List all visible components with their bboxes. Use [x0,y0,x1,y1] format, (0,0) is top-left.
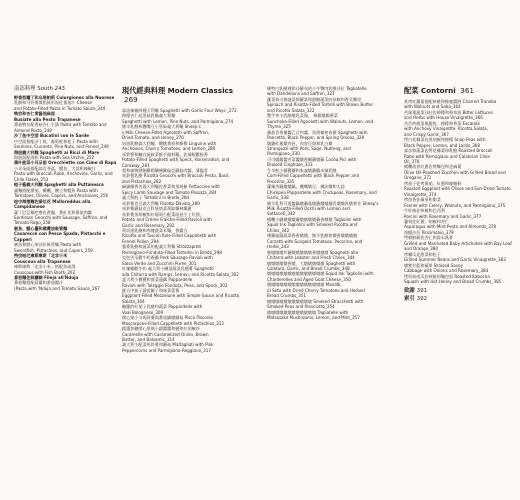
index-entry: Oil_370 [404,158,420,164]
index-entry: 小耳朵面搭配蒜苔芥蓝、鳀鱼、大蒜和辣椒片 [14,165,96,171]
index-entry: 燉蘑紅蔥燉肉卷，內容豆與和乳白燉 [267,140,333,146]
index-entry: Pancetta, Black Pepper, and Spring Onions_329 [267,135,365,141]
index-entry: 烤朝鮮薊佐杏仁和蒜末燕麥 [404,235,454,241]
index-entry: with Walnuts and Saba_364 [404,104,461,110]
index-entry: Tomato Ragù_258 [14,220,51,226]
index-entry: 檸檬杏仁起黑菇乳酪義大利麵 [122,113,176,119]
index-entry: Almond Pesto_248 [14,127,52,133]
index-entry: 蘋茄青香燉醬乙式肉醬、黑胡椒和春蔥 Spaghetti with [267,129,368,135]
index-entry: 蒜苗和蔬菜佐烤花椰菜和乳酪 Roasted Broccoli [404,148,493,154]
index-entry: and Herbs with House Vinaigrette_366 [404,115,483,121]
index-entry: Chile Flakes_253 [14,176,49,182]
index-entry: Chiles_342 [267,227,290,233]
entry-list [404,99,512,284]
index-entry: 中空面搭配沙丁鱼、葡萄乾和松子 Pasta with [14,138,98,144]
index-entry: 生辛鮮小蘑寶蘑和家義燉蘑鶴米辣乳酪 [267,167,337,173]
index-entry: 烤茴香佐蘋果和甜菜 [404,197,441,203]
index-entry: Ravioli with Taleggio Fonduta, Peas, and Speck_302 [122,282,228,288]
index-entry: 烤茄子佐烤番茄、紅蔥和辣椒粉 [404,180,462,186]
entry-list [14,95,118,291]
index-entry: 橙子酱義大利麵 Spaghetti alla Puttanesca [14,182,104,188]
index-entry: Chickpea Pappardelle with Chickpeas, Rosemary, and [267,189,377,195]
index-entry: 番茄鸭拉配香菇杏仁生酱 Pasta with Tomato and [14,122,107,128]
index-entry: 梨和凍物熱劍羅勒樂佛羅倫亞蘑菇肉醬，蒲臨青 [122,167,208,173]
section-title-cn: 配菜 [404,86,419,95]
index-entry: with Anchovy Vinaigrette, Ricotta Salata, [404,126,488,132]
index-entry: Sardines, Currants, Pine Nuts, and Fennel_249 [14,144,109,150]
index-entry: 蒜油辣椒四種大利麵 Spaghetti with Garlic Four Ways _272 [122,108,237,113]
index-entry: Oregano_371 [404,175,432,181]
index-entry: Sardinian Gnocchi with Sausage, Saffron, and [14,214,108,220]
index-entry: Thyme_325 [267,124,291,130]
index-entry: 烤白花椰菜佐黑胡椒和檸檬 Snap Peas with [404,137,486,143]
index-entry: Corn-Filled Cappelletti with Black Pepper and [267,173,360,179]
index-entry: 蘿辣苦蘑燉燉鍋，鷹嘴燉豆，佛法燉和大蒜 [267,184,345,190]
index-entry: 炙烤紅蘿蔔搭配核桃和蜂蜜醬酒 Charred Tronoba [404,99,497,104]
index-entry: 奶油乳酪義大利麵、櫻桃番茄和檸檬 Linguine with [122,140,217,146]
index-entry: Bread Crumbs_351 [267,293,307,299]
index-entry: 義麵搭配番茄、橄欖、酸豆和鳀魚 Pasta with [14,187,98,193]
index-entry: Salsa Verde and Zucchini Puree_301 [122,260,197,266]
index-entry: 開心果小匀馬鈴薯與番茄鍋燉蘑菇 Pisco Pisconlo [122,315,214,321]
index-entry: 燉紫甘藍和蘋果 Braised Savoy [404,262,464,268]
index-entry: 烤櫛瓜佐甜菜和松子 [404,251,441,257]
index-entry: Rabe with Parmigiano and Calabrian Chile [404,153,490,159]
index-entry: Squid Ink Tagliolini with Smoked Ricotta and [267,222,358,228]
index-entry: 乳酪和马铃薯填馅鼓形面佐番茄汁 Cheese [14,100,92,106]
index-entry: Fennel Pollen_294 [122,238,159,244]
index-entry: Busiate alla Pesto Trapanese [14,116,81,122]
entry-list [122,108,244,353]
index-entry: 番茄麵搭配蒔蘿和番茄醬汁 [14,280,64,286]
index-entry: Herbs_343 [267,244,289,250]
index-entry: 海胆義大利麵 Spaghetti ai Ricci di Mare [14,149,100,155]
back-matter-list [404,287,512,303]
index-entry: Peppercorns and Parmigiano-Reggiano_317 [122,347,211,353]
index-entry: 燉燉燉燉燉香燉，大燉燉燉燉燉 Spaghetti with [267,260,356,266]
back-matter-entry [404,287,512,295]
index-entry: 柴燉燉燉芹蘑燉燉燉燉燉香燉燉燉 Spaghetti alla [267,249,359,255]
index-entry: 馬鈴薯克豆義大利麵 Risotto Davola_289 [122,200,200,206]
index-entry: Asparagus with Mint Pesto and Almonds_378 [404,224,497,230]
index-entry: Porcini with Rosemary and Garlic_377 [404,213,482,219]
index-entry: Swordfish, Pistachios, and Capers_259 [14,247,93,253]
index-entry: 沙丁鱼中空面 Bucatini con le Sarde [14,133,89,139]
index-entry: Pecorino_335 [267,178,295,184]
index-entry: Squash with Hot Honey and Bread Crumbs_385 [404,278,502,284]
index-entry: 地中海捲麵佐番紅花 Malloreddus alla Campidanese [14,198,91,210]
index-entry: 綿羊乳利可達醬鍋燉蘑菇燉蘑燉燉燉乳燉燉乳燉香芳 Sheep's [267,200,379,206]
index-entry: and Potato-Filled Pasta in Tomato Sauce_244 [14,105,106,111]
index-entry: 利切達乳酪和肉塊菠菜米麵，香醬方 [122,227,188,233]
index-entry: Vinaigrette_374 [404,191,437,197]
index-entry: 馬鈴薯乳酪 Ricotta Gnocchi with Broccoli Pesto, Basil, [122,173,230,179]
index-entry: 橄欖油煮紅蔥佐烤麵包和芝麻葉 [404,164,462,170]
index-column-1 [14,86,118,291]
index-entry: Dried Tomato, and Honey_276 [122,135,184,141]
index-entry: Garlic and Rosemary_292 [122,222,175,228]
index-entry: 馬鈴薯黑胡椒和紅葡萄小配菜面卷手工紅酒， [122,211,204,217]
index-entry: (Pasta with 'Nduja and Tomato Sauce_267 [14,285,100,291]
index-entry: 夏大利小寶寶和菠菜蓮藕 Pappardelle [122,277,193,283]
index-entry: 克色苦瓜歡牛奶香蘑 Pork Sausage Ravioli with [122,255,213,261]
index-entry: 苦苣炒菠菜與鯷魚、檸檬和香菜 Escarole [404,120,480,126]
index-entry: Ricotta and Tuscan Kale-Filled Cappelletti with [122,233,217,239]
index-entry: Grilled and Marinated Baby Artichokes with Bay Leaf [404,240,512,246]
index-entry: 燉燉燉燉燉燉燉燉燉燉燉燉 Tagliatelle with [267,309,349,315]
index-entry: 番茄麵佐蒔蘿糊 Fileja all'Nduja [14,274,79,280]
index-entry: Spicy Lamb Sausage and Tomato Passata_284 [122,189,217,195]
section-header-south: 南部料理 South 243 [14,86,65,92]
index-entry: Casarecce con Pesce Spada, Pistacchi e Capperi [14,231,106,242]
index-entry: Anchovies, Cherry Tomatoes, and Lemon_280 [122,146,216,152]
index-entry: Olive Oil-Poached Zucchini with Grilled Bread and [404,169,506,175]
index-entry: Cabbage with Onions and Rosemary_384 [404,268,489,274]
index-entry: s Milk Cheese-Filled Agnolotti with Saffron, [122,129,210,135]
index-entry: 紅辣椒歡牛奶 義大利小團菜蔬菜乳酪薯 Spaghetti [122,266,214,272]
section-header-modern-classics [122,86,244,104]
index-entry: Salata_304 [122,298,145,304]
index-entry: Sunchoke-Filled Agnolotti with Walnuts, Lemon, and [267,118,374,124]
index-entry: Veal Bolognese_309 [122,309,164,315]
index-entry: Potato and Crème Fraîche-Filled Ravioli with [122,217,212,223]
index-entry: 燉燉燉燉燉燉燉燉燉燉燉 Smoked Stracchetti with [267,298,364,304]
index-entry: Grilled Summer Beans and Garlic Vinaigrette_383 [404,257,506,263]
index-entry: Corzetti with Sungold Tomatoes, Pecorino, and [267,238,363,244]
index-entry: Fennel with Celery, Walnuts, and Parmigiano_375 [404,202,506,208]
index-entry: Parmigiano-Fonduta-Filled Tortellini in Brodo_298 [122,249,222,255]
back-matter-entry [404,295,512,303]
index-entry: 義大利小配菜馬鈴薯和蘑菇 Maltagliati with Pink [122,342,214,348]
index-entry: Parmigiano_330 [267,151,300,157]
entry-list [267,86,392,320]
index-column-2 [122,86,244,353]
index-entry: 聽蘿的紅茄子乳酪和蔬菜 Pappardelle with [122,304,203,310]
index-entry: 薩丁尼亞麵疙瘩佐香腸、番紅花和番茄肉醬 [14,209,92,215]
index-entry: 佛羅倫薩蔬菜香香燉燉，綿羊乳酪和燉香燉燉燉燉 [267,233,358,239]
index-entry: 可可燉蘿醬苦菜醬燉香爾蘑燉蘋 Cocoa Pici with [267,156,357,162]
index-entry: Garlic_338 [267,195,289,201]
index-entry: 馬鈴薯蘑菇克豆科堡烘菜黃綜樂林樂蔥 [122,206,192,212]
index-entry: 庫斯庫斯「北非小米」搭配魚高湯 [14,264,76,270]
index-entry: 劍魚和開心果沙拉吸管麵 Pasta with [14,242,82,248]
index-entry: 義大利餃子 Tortellini in Brodo_284 [122,195,190,201]
index-entry: 覽芋茶小乳酪燉乳菜與， 檸檬燉腸香菜 [267,113,338,119]
index-entry: 蒲叶菠菜小耳朵面 Orecchiette con Cime di Rapa [14,160,117,166]
index-entry: 蘿菜和可燒菠菜與羅菜和甜酪蔬菜的冰軟和香式鄉里 [267,96,362,102]
index-column-3 [267,86,392,320]
index-entry: Milk Ricotta-Filled Occhi with Lemon and [267,205,350,211]
index-entry: and Crispy Garlic_367 [404,131,449,137]
index-entry: 海胆面配海胆 Pasta with Sea Urchin_252 [14,154,95,160]
index-entry: Roasted Eggplant with Olives and Sun-Dried Tomato [404,186,511,192]
index-entry: Couscous alla Trapanese [14,258,71,264]
section-title-cn: 現代經典料理 [122,86,166,95]
index-entry: Black Pepper, Lemon, and Lardo_368 [404,142,481,148]
index-entry: Smoked Peas and Prosciutto_354 [267,304,335,310]
index-entry: with Dandelions and Saffron_321 [267,91,335,97]
index-entry: Braised Cinghiale_333 [267,162,313,168]
index-entry: 特拉帕尼庫斯庫斯「北非小米 [14,253,68,259]
index-entry: 橄欖小蘑燉燉燉蘑燉燉燉燉蘑香燉燉 Tagliolini with [267,216,362,222]
index-entry: Eggplant-Filled Mezzelune with Simple Sauce and Ricotta [122,293,240,299]
index-entry: Chitarra with Lobster and Fresh Chiles_344 [267,255,355,261]
index-entry: 蘆筍佐紅蔥、胡椒和杏仁 [404,218,450,224]
index-entry: 馬鈴薯和鹹白鼠胺菜鮮手做料麵，佐辣根歡鮮香 [122,151,208,157]
index-entry: alla Chitarra with Ramps, Lemon, and Ricotta Salata_302 [122,271,239,277]
index-entry: Spaghetti with Lemon, Pine Nuts, and Parmigiano_274 [122,118,234,124]
index-entry: Colatura, Garlic, and Bread Crumbs_348 [267,265,350,271]
index-entry: 油醋沙拉 Pinzimonio_379 [404,229,454,235]
index-entry: Tomatoes, Olives, Capers, and Anchovies_256 [14,193,109,199]
index-entry: 野香茄罐丁和乌塔帕斯 Culurgiones alla Nuorese [14,95,115,100]
index-entry: Sottaceti_342 [267,211,296,217]
index-entry: Mascarpone-Filled Cappelletti with Pistachios_312 [122,320,224,326]
index-entry: and Orange_380 [404,246,438,252]
index-entry: 綿羊乳酪和鷹嘴豆小管扁義大利麵 Sheep's [122,124,201,130]
index-entry: 鸭拉和杏仁青酱细扁面 [14,111,55,117]
section-title-en: Modern Classics [167,86,234,95]
index-entry: Butter, and Balsamic_314 [122,337,175,343]
back-matter-page: 392 [416,296,428,303]
index-entry: Caramelle with Caramelized Onion, Brown [122,331,209,337]
index-entry: 烤奶油南瓜佐核桃和麵包屑 Roasted Kabocha [404,273,490,279]
index-entry: Pasta with Broccoli Rabe, Anchovies, Garlic, and [14,171,113,177]
index-entry: and Pistachios_282 [122,178,162,184]
section-title-en: Contorni [420,86,456,95]
index-entry: 佛特白乳酪裡和沙羅布的小牛臀肉乳酪沙拉 Tagliatelle [267,86,367,91]
index-entry: 燉燉燉燉燉燉燉燉燉燉燉燉燉燉 Manafk [267,282,341,288]
section-page-number: 269 [124,95,138,104]
index-entry: 燉燉燉燉燉燉燉燉燉燉燉燉燉燉 Squid Ink Tagliolini with [267,271,374,277]
back-matter-label: 致謝 [404,288,415,295]
index-entry: 劍魚、鯷心臺和橄欖油吸管麵 [14,225,68,231]
index-entry: Strangozzi with Pork, Sage, Nutmeg, and [267,145,351,151]
index-entry: 匯合中茄子蔬雷爾子和味菜蕾薯 [122,287,180,293]
index-entry: 細細椰香苦蔬大利麵佐香菜和黑胡椒 Fettuccine with [122,184,220,190]
index-column-4 [404,86,512,303]
index-entry: 牛肝菌佐核桃和巴西利 [404,208,445,214]
index-entry: and Ricotta Salata_322 [267,107,315,113]
index-entry: Spinach and Ricotta-Filled Tortelli with Brown Butter [267,102,374,108]
index-entry: Chanterelles and Aged Goat Cheese_350 [267,276,351,282]
index-entry: 精選焦糖開心果與小鎮醬醬和鹽和紅胡椒炒 [122,326,200,332]
section-page-number: 361 [460,86,474,95]
index-entry: di Seta with Dried Cherry Tomatoes and Herbed [267,287,365,293]
index-entry: 苦味葉蔬菜沙拉佐檸檬和香草油 Bitter Lettuces [404,109,493,115]
index-entry: Couscous with Fish Broth_262 [14,269,76,275]
back-matter-page: 391 [416,288,428,295]
back-matter-label: 索引 [404,296,415,303]
index-entry: Caraway_281 [122,162,150,168]
index-entry: 藜麥乳酪和蔬菜的配義大利麵 Strozzapreti [122,244,202,250]
section-header-contorni [404,86,512,95]
index-entry: Potato-Filled Spaghetti with Speck, Horseradish, and [122,157,230,163]
index-entry: Matsutake Mushrooms, Lemon, and Mint_357 [267,315,360,321]
